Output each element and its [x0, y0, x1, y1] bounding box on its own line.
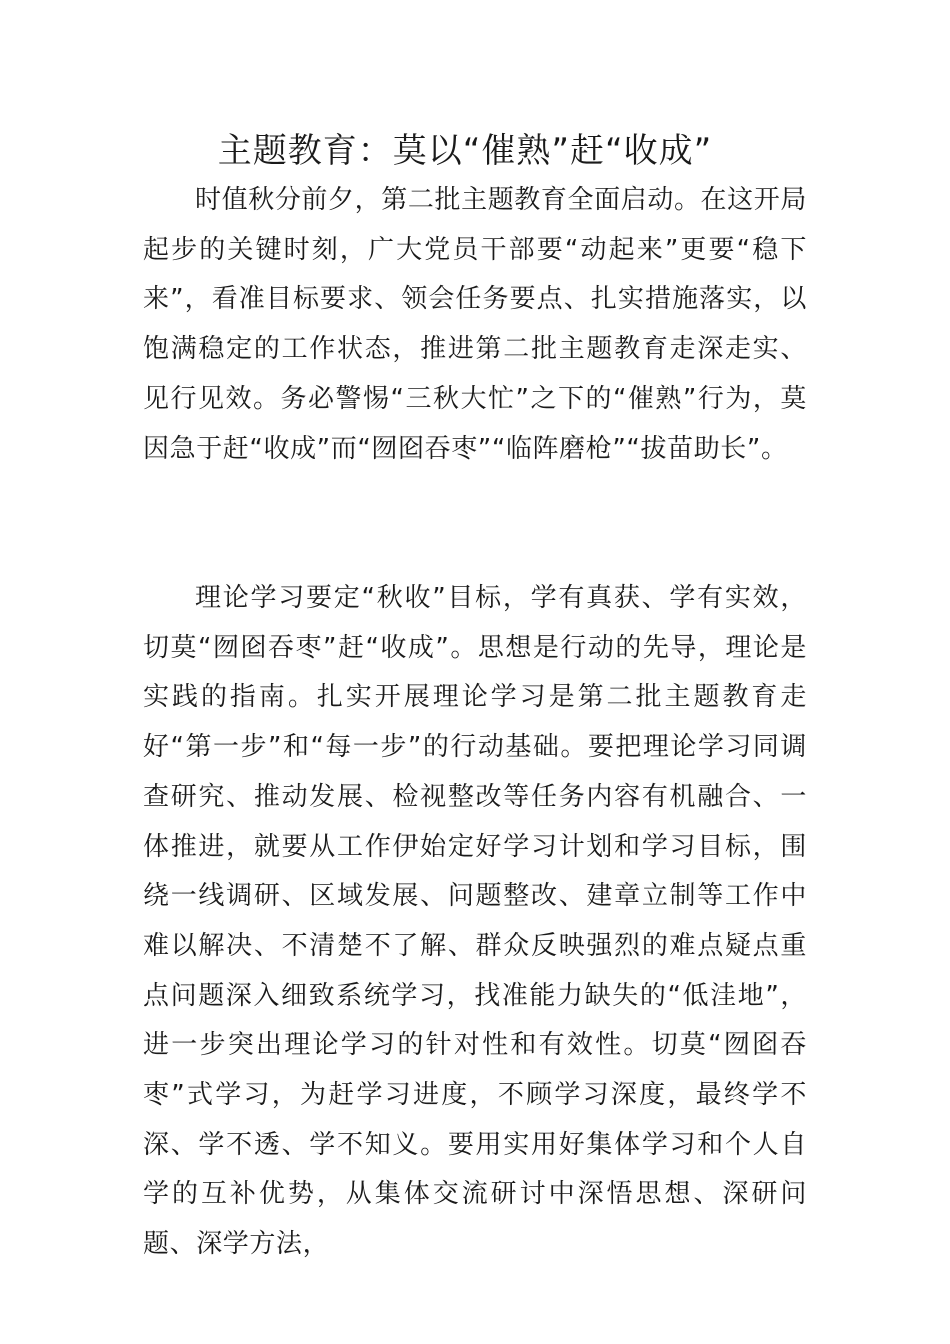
paragraph-theory-study: 理论学习要定“秋收”目标，学有真获、学有实效，切莫“囫囵吞枣”赶“收成”。思想是行动的先导，理论是实践的指南。扎实开展理论学习是第二批主题教育走好“第一步”和“每一步”的行动基础。要把理论学习同调查研究、推动发展、检视整改等任务内容有机融合、一体推进，就要从工作伊始定好学习计划和学习目标，围绕一线调研、区域发展、问题整改、建章立制等工作中难以解决、不清楚不了解、群众反映强烈的难点疑点重点问题深入细致系统学习，找准能力缺失的“低洼地”，进一步突出理论学习的针对性和有效性。切莫“囫囵吞枣”式学习，为赶学习进度，不顾学习深度，最终学不深、学不透、学不知义。要用实用好集体学习和个人自学的互补优势，从集体交流研讨中深悟思想、深研问题、深学方法，: [143, 583, 807, 1260]
paragraph-intro: 时值秋分前夕，第二批主题教育全面启动。在这开局起步的关键时刻，广大党员干部要“动起来”更要“稳下来”，看准目标要求、领会任务要点、扎实措施落实，以饱满稳定的工作状态，推进第二批主题教育走深走实、见行见效。务必警惕“三秋大忙”之下的“催熟”行为，莫因急于赶“收成”而“囫囵吞枣”“临阵磨枪”“拔苗助长”。: [143, 185, 807, 464]
document-title: 主题教育：莫以“催熟”赶“收成”: [217, 131, 713, 171]
